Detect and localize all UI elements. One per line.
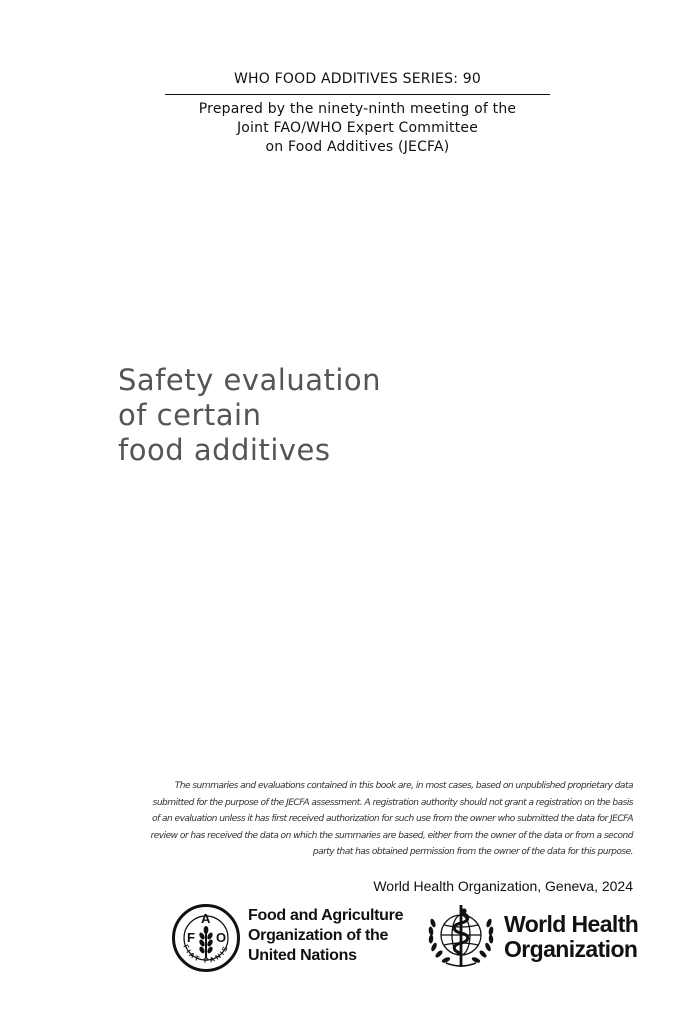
disclaimer-line: The summaries and evaluations contained in this book are, in most cases, based on unpublished proprietary data bbox=[174, 781, 633, 791]
who-name bbox=[504, 912, 638, 962]
fao-letter: A bbox=[201, 911, 211, 926]
prepared-line: Joint FAO/WHO Expert Committee bbox=[236, 120, 479, 136]
who-logo-icon bbox=[424, 903, 498, 973]
fao-motto: FIAT PANIS bbox=[181, 943, 231, 965]
fao-name bbox=[248, 906, 403, 966]
title-line: Safety evaluation bbox=[118, 363, 382, 397]
disclaimer-line: review or has received the data on which the summaries are based, either from the owner of the data or from a second bbox=[150, 830, 633, 841]
disclaimer-line: submitted for the purpose of the JECFA assessment. A registration authority should not grant a registration on the basis bbox=[152, 797, 633, 808]
disclaimer-line: party that has obtained permission from the owner of the data for this purpose. bbox=[312, 847, 633, 857]
fao-logo-icon bbox=[172, 904, 240, 972]
fao-letter: O bbox=[216, 930, 227, 945]
fao-name-line: Food and Agriculture bbox=[248, 907, 404, 924]
publisher-imprint: World Health Organization, Geneva, 2024 bbox=[373, 878, 633, 894]
series-title: WHO FOOD ADDITIVES SERIES: 90 bbox=[234, 71, 481, 87]
prepared-by bbox=[165, 100, 550, 157]
who-name-line: Organization bbox=[504, 936, 638, 962]
fao-letter: F bbox=[187, 930, 195, 945]
disclaimer bbox=[60, 778, 633, 861]
fao-name-line: Organization of the bbox=[248, 927, 389, 944]
fao-name-line: United Nations bbox=[248, 947, 357, 964]
disclaimer-line: of an evaluation unless it has first received authorization for such use from the owner who submitted the data for JECFA bbox=[151, 814, 633, 824]
prepared-line: on Food Additives (JECFA) bbox=[265, 139, 450, 155]
title-line: of certain bbox=[118, 398, 262, 432]
prepared-line: Prepared by the ninety-ninth meeting of the bbox=[198, 101, 517, 117]
who-name-line: World Health bbox=[504, 911, 639, 937]
header-rule bbox=[165, 94, 550, 95]
document-title bbox=[118, 363, 381, 468]
title-line: food additives bbox=[118, 433, 331, 467]
